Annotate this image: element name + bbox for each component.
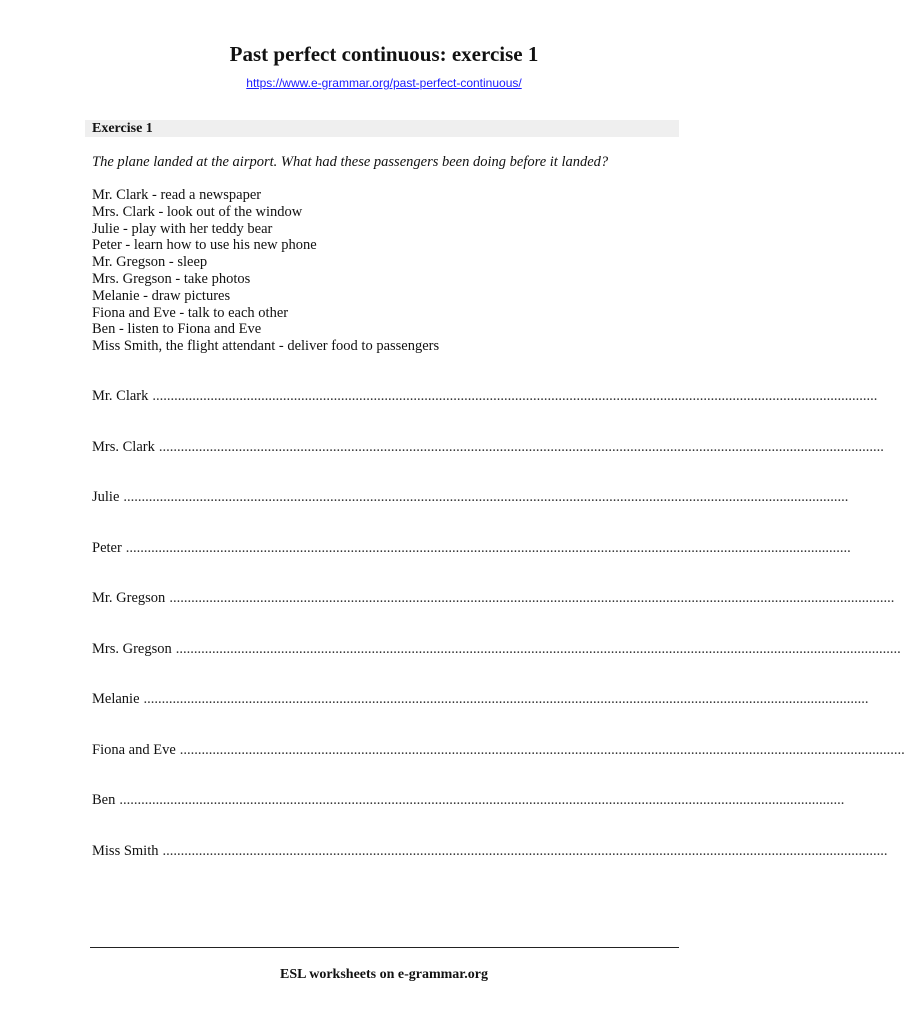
answer-blank[interactable]: ........................................................................................................................................................................................................ — [175, 640, 901, 657]
answer-row — [92, 842, 888, 893]
list-item: Fiona and Eve - talk to each other — [92, 304, 289, 321]
answer-label: Melanie — [92, 691, 140, 707]
answer-label: Ben — [92, 792, 116, 808]
answer-row — [92, 387, 878, 438]
answer-label: Mr. Clark — [92, 388, 149, 404]
list-item: Miss Smith, the flight attendant - deliver food to passengers — [92, 338, 440, 355]
answer-blank[interactable]: ........................................................................................................................................................................................................ — [158, 438, 884, 455]
answer-row — [92, 539, 851, 590]
answer-label: Julie — [92, 489, 120, 505]
list-item: Ben - listen to Fiona and Eve — [92, 321, 262, 338]
answer-row — [92, 741, 905, 792]
answer-row — [92, 488, 849, 539]
answer-blank[interactable]: ........................................................................................................................................................................................................ — [169, 590, 895, 606]
answer-blank[interactable]: ........................................................................................................................................................................................................ — [119, 792, 845, 808]
exercise-heading: Exercise 1 — [92, 121, 153, 136]
footer-divider — [90, 947, 679, 948]
answer-blank[interactable]: ........................................................................................................................................................................................................ — [179, 741, 905, 758]
page-title: Past perfect continuous: exercise 1 — [229, 42, 539, 66]
list-item: Julie - play with her teddy bear — [92, 220, 273, 237]
answer-label: Miss Smith — [92, 842, 159, 859]
answer-blank[interactable]: ........................................................................................................................................................................................................ — [123, 489, 849, 505]
exercise-header — [85, 120, 679, 137]
answer-blank[interactable]: ........................................................................................................................................................................................................ — [125, 539, 851, 556]
list-item: Peter - learn how to use his new phone — [92, 237, 317, 254]
answer-label: Mr. Gregson — [92, 590, 166, 606]
answer-label: Mrs. Gregson — [92, 640, 172, 657]
answer-label: Mrs. Clark — [92, 438, 155, 455]
answer-row — [92, 791, 845, 842]
list-item: Mr. Gregson - sleep — [92, 254, 208, 271]
list-item: Mrs. Clark - look out of the window — [92, 203, 303, 220]
answer-row — [92, 640, 901, 691]
answer-list — [92, 387, 905, 892]
answer-row — [92, 690, 869, 741]
answer-blank[interactable]: ........................................................................................................................................................................................................ — [152, 388, 878, 404]
exercise-instruction: The plane landed at the airport. What had these passengers been doing before it landed? — [92, 154, 609, 170]
list-item: Mr. Clark - read a newspaper — [92, 187, 262, 203]
answer-label: Fiona and Eve — [92, 741, 176, 758]
answer-blank[interactable]: ........................................................................................................................................................................................................ — [162, 842, 888, 859]
answer-blank[interactable]: ........................................................................................................................................................................................................ — [143, 691, 869, 707]
list-item: Melanie - draw pictures — [92, 287, 231, 304]
activity-list — [92, 187, 439, 355]
answer-row — [92, 438, 884, 489]
footer-text: ESL worksheets on e-grammar.org — [280, 967, 488, 982]
answer-row — [92, 589, 895, 640]
answer-label: Peter — [92, 539, 122, 556]
source-link[interactable]: https://www.e-grammar.org/past-perfect-continuous/ — [246, 76, 522, 90]
list-item: Mrs. Gregson - take photos — [92, 270, 251, 287]
